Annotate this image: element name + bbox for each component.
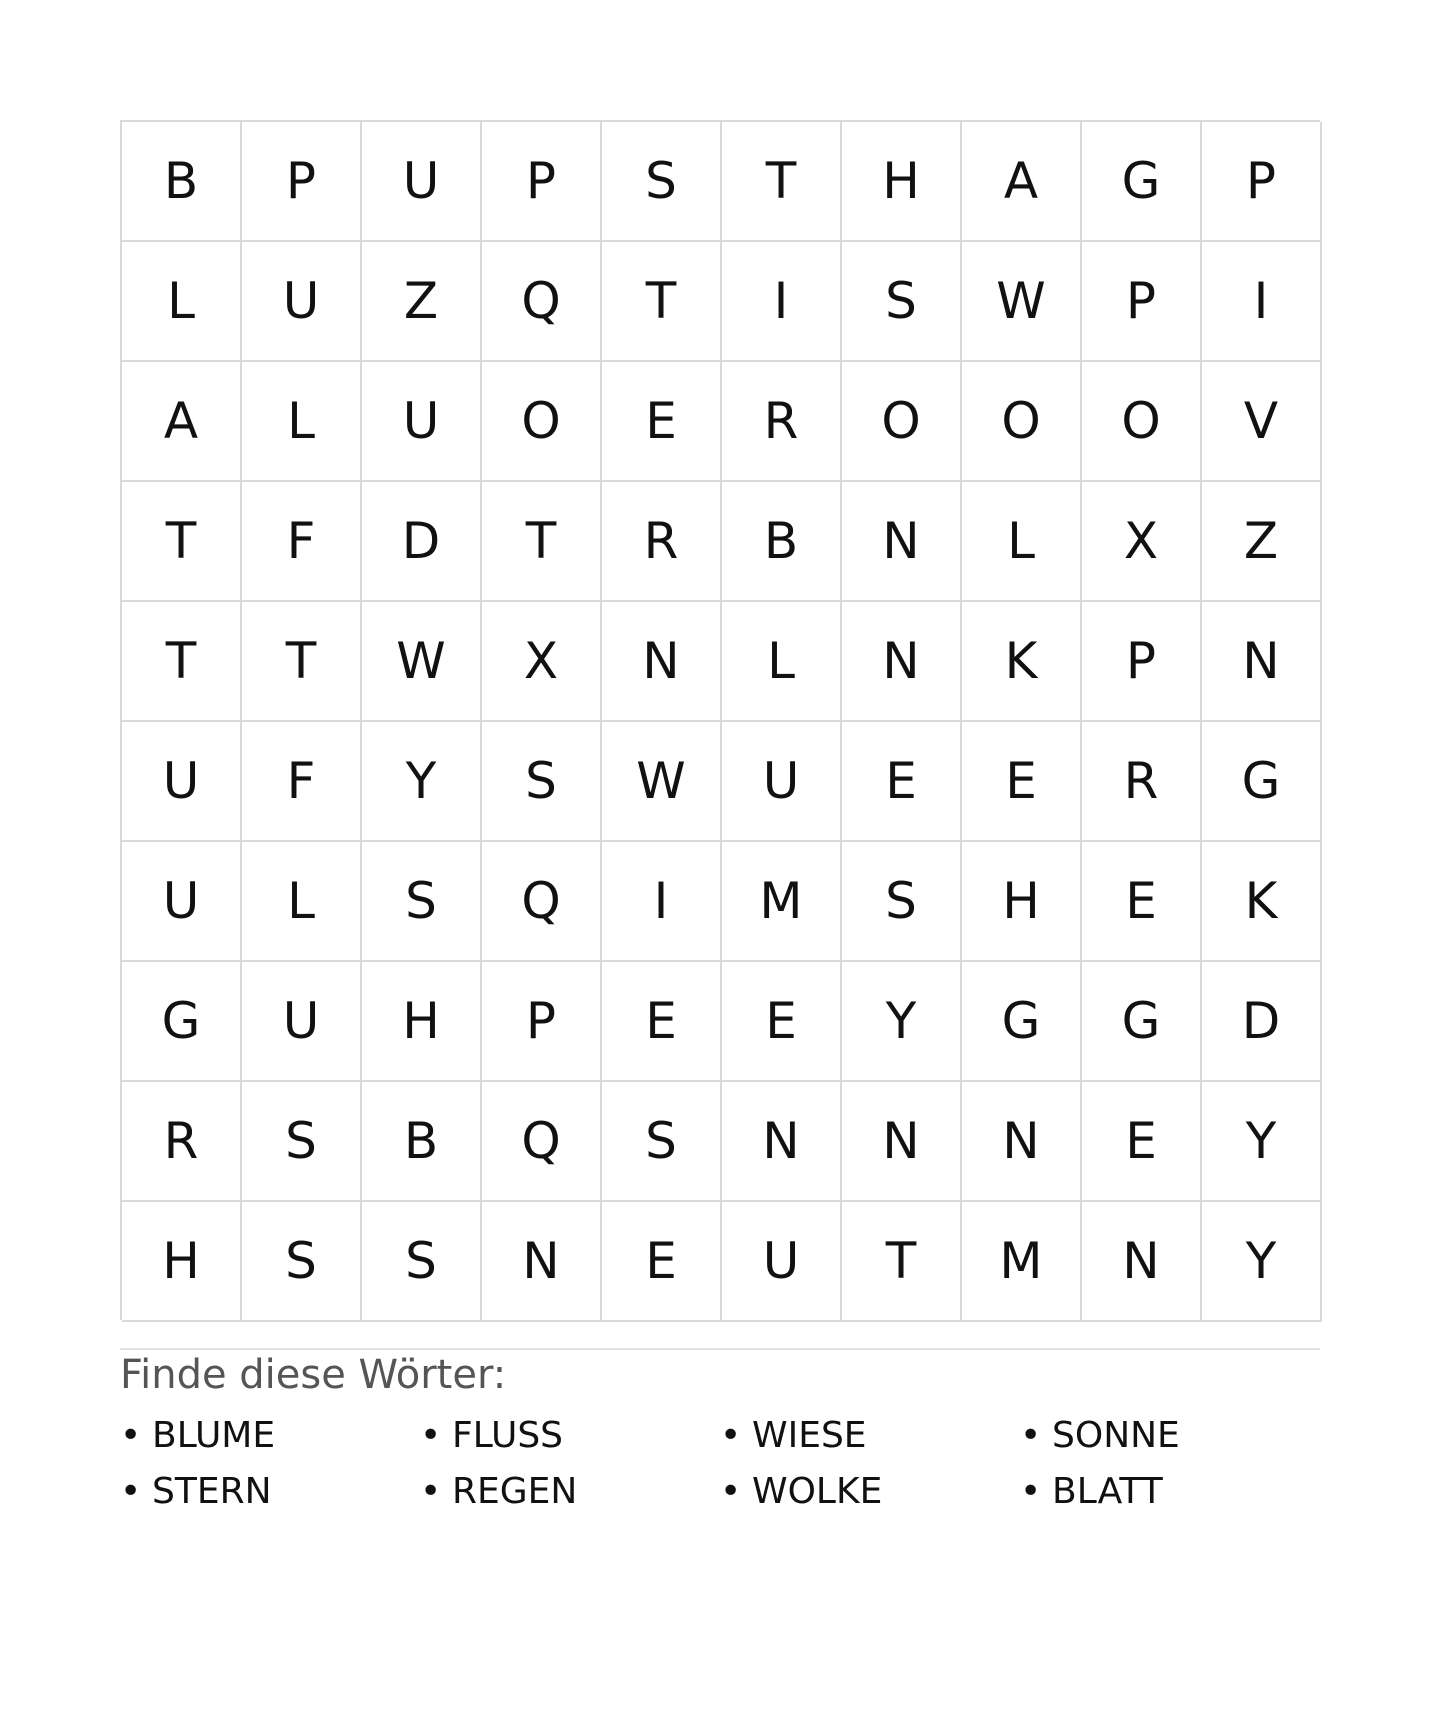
- word-list-item: [120, 1464, 420, 1520]
- grid-cell[interactable]: R: [1082, 722, 1202, 842]
- grid-cell[interactable]: M: [962, 1202, 1082, 1322]
- grid-cell[interactable]: Q: [482, 242, 602, 362]
- grid-cell[interactable]: G: [122, 962, 242, 1082]
- grid-cell[interactable]: I: [602, 842, 722, 962]
- word-list-item: [720, 1408, 1020, 1464]
- grid-cell[interactable]: Y: [1202, 1202, 1322, 1322]
- grid-cell[interactable]: N: [722, 1082, 842, 1202]
- grid-cell[interactable]: S: [842, 842, 962, 962]
- grid-cell[interactable]: R: [602, 482, 722, 602]
- grid-cell[interactable]: S: [242, 1082, 362, 1202]
- grid-cell[interactable]: T: [122, 482, 242, 602]
- grid-cell[interactable]: T: [122, 602, 242, 722]
- grid-cell[interactable]: Y: [1202, 1082, 1322, 1202]
- bullet-icon: •: [720, 1471, 742, 1512]
- grid-cell[interactable]: E: [602, 962, 722, 1082]
- grid-cell[interactable]: S: [842, 242, 962, 362]
- grid-cell[interactable]: G: [1202, 722, 1322, 842]
- grid-cell[interactable]: P: [1202, 122, 1322, 242]
- grid-cell[interactable]: Y: [362, 722, 482, 842]
- grid-cell[interactable]: T: [242, 602, 362, 722]
- grid-cell[interactable]: U: [722, 1202, 842, 1322]
- grid-cell[interactable]: U: [122, 722, 242, 842]
- grid-cell[interactable]: T: [482, 482, 602, 602]
- grid-cell[interactable]: W: [962, 242, 1082, 362]
- grid-cell[interactable]: G: [1082, 122, 1202, 242]
- grid-cell[interactable]: S: [362, 842, 482, 962]
- word-search-grid: [120, 120, 1320, 1320]
- grid-cell[interactable]: Q: [482, 842, 602, 962]
- grid-cell[interactable]: X: [482, 602, 602, 722]
- grid-cell[interactable]: O: [842, 362, 962, 482]
- word-list-item: [1020, 1408, 1320, 1464]
- grid-cell[interactable]: S: [602, 122, 722, 242]
- word-list-item: [420, 1408, 720, 1464]
- word-label: BLATT: [1052, 1471, 1163, 1512]
- grid-cell[interactable]: W: [602, 722, 722, 842]
- grid-cell[interactable]: E: [1082, 1082, 1202, 1202]
- grid-cell[interactable]: H: [842, 122, 962, 242]
- grid-cell[interactable]: R: [122, 1082, 242, 1202]
- grid-cell[interactable]: N: [482, 1202, 602, 1322]
- grid-cell[interactable]: E: [602, 362, 722, 482]
- grid-cell[interactable]: F: [242, 722, 362, 842]
- grid-cell[interactable]: S: [362, 1202, 482, 1322]
- grid-cell[interactable]: P: [1082, 242, 1202, 362]
- grid-cell[interactable]: Z: [362, 242, 482, 362]
- grid-cell[interactable]: P: [242, 122, 362, 242]
- grid-cell[interactable]: E: [842, 722, 962, 842]
- grid-cell[interactable]: E: [1082, 842, 1202, 962]
- word-list-prompt: Finde diese Wörter:: [120, 1352, 507, 1398]
- grid-cell[interactable]: B: [362, 1082, 482, 1202]
- bullet-icon: •: [1020, 1415, 1042, 1456]
- grid-cell[interactable]: A: [962, 122, 1082, 242]
- grid-cell[interactable]: B: [122, 122, 242, 242]
- bullet-icon: •: [120, 1415, 142, 1456]
- grid-cell[interactable]: P: [482, 122, 602, 242]
- word-label: FLUSS: [452, 1415, 564, 1456]
- grid-cell[interactable]: N: [1202, 602, 1322, 722]
- grid-cell[interactable]: G: [1082, 962, 1202, 1082]
- grid-cell[interactable]: U: [362, 122, 482, 242]
- grid-cell[interactable]: V: [1202, 362, 1322, 482]
- grid-cell[interactable]: G: [962, 962, 1082, 1082]
- grid-cell[interactable]: D: [362, 482, 482, 602]
- bullet-icon: •: [720, 1415, 742, 1456]
- grid-cell[interactable]: L: [962, 482, 1082, 602]
- grid-cell[interactable]: L: [242, 362, 362, 482]
- grid-cell[interactable]: L: [242, 842, 362, 962]
- grid-cell[interactable]: N: [1082, 1202, 1202, 1322]
- word-label: REGEN: [452, 1471, 578, 1512]
- grid-cell[interactable]: O: [962, 362, 1082, 482]
- bullet-icon: •: [420, 1415, 442, 1456]
- grid-cell[interactable]: Y: [842, 962, 962, 1082]
- grid-cell[interactable]: R: [722, 362, 842, 482]
- grid-cell[interactable]: H: [362, 962, 482, 1082]
- grid-cell[interactable]: I: [1202, 242, 1322, 362]
- word-list-item: [1020, 1464, 1320, 1520]
- grid-cell[interactable]: H: [962, 842, 1082, 962]
- grid-cell[interactable]: U: [242, 962, 362, 1082]
- grid-cell[interactable]: K: [962, 602, 1082, 722]
- grid-cell[interactable]: S: [242, 1202, 362, 1322]
- word-label: STERN: [152, 1471, 272, 1512]
- grid-cell[interactable]: H: [122, 1202, 242, 1322]
- bullet-icon: •: [120, 1471, 142, 1512]
- grid-cell[interactable]: W: [362, 602, 482, 722]
- grid-cell[interactable]: L: [722, 602, 842, 722]
- grid-cell[interactable]: F: [242, 482, 362, 602]
- grid-cell[interactable]: T: [842, 1202, 962, 1322]
- grid-cell[interactable]: X: [1082, 482, 1202, 602]
- grid-cell[interactable]: N: [602, 602, 722, 722]
- word-label: BLUME: [152, 1415, 276, 1456]
- word-label: SONNE: [1052, 1415, 1180, 1456]
- grid-cell[interactable]: Q: [482, 1082, 602, 1202]
- grid-cell[interactable]: O: [482, 362, 602, 482]
- bullet-icon: •: [420, 1471, 442, 1512]
- grid-cell[interactable]: P: [1082, 602, 1202, 722]
- word-list: [120, 1408, 1320, 1520]
- grid-cell[interactable]: T: [602, 242, 722, 362]
- grid-cell[interactable]: U: [122, 842, 242, 962]
- grid-cell[interactable]: K: [1202, 842, 1322, 962]
- grid-cell[interactable]: S: [602, 1082, 722, 1202]
- word-label: WOLKE: [752, 1471, 883, 1512]
- grid-cell[interactable]: U: [362, 362, 482, 482]
- grid-cell[interactable]: N: [842, 1082, 962, 1202]
- word-list-item: [420, 1464, 720, 1520]
- bullet-icon: •: [1020, 1471, 1042, 1512]
- grid-cell[interactable]: I: [722, 242, 842, 362]
- grid-cell[interactable]: L: [122, 242, 242, 362]
- grid-cell[interactable]: E: [962, 722, 1082, 842]
- grid-cell[interactable]: D: [1202, 962, 1322, 1082]
- grid-cell[interactable]: T: [722, 122, 842, 242]
- grid-cell[interactable]: B: [722, 482, 842, 602]
- grid-cell[interactable]: S: [482, 722, 602, 842]
- grid-cell[interactable]: U: [242, 242, 362, 362]
- grid-cell[interactable]: N: [842, 602, 962, 722]
- word-list-item: [720, 1464, 1020, 1520]
- grid-cell[interactable]: N: [842, 482, 962, 602]
- grid-cell[interactable]: A: [122, 362, 242, 482]
- word-list-item: [120, 1408, 420, 1464]
- grid-cell[interactable]: U: [722, 722, 842, 842]
- word-label: WIESE: [752, 1415, 867, 1456]
- grid-cell[interactable]: M: [722, 842, 842, 962]
- grid-cell[interactable]: E: [722, 962, 842, 1082]
- grid-cell[interactable]: N: [962, 1082, 1082, 1202]
- grid-cell[interactable]: Z: [1202, 482, 1322, 602]
- grid-cell[interactable]: O: [1082, 362, 1202, 482]
- grid-cell[interactable]: P: [482, 962, 602, 1082]
- grid-cell[interactable]: E: [602, 1202, 722, 1322]
